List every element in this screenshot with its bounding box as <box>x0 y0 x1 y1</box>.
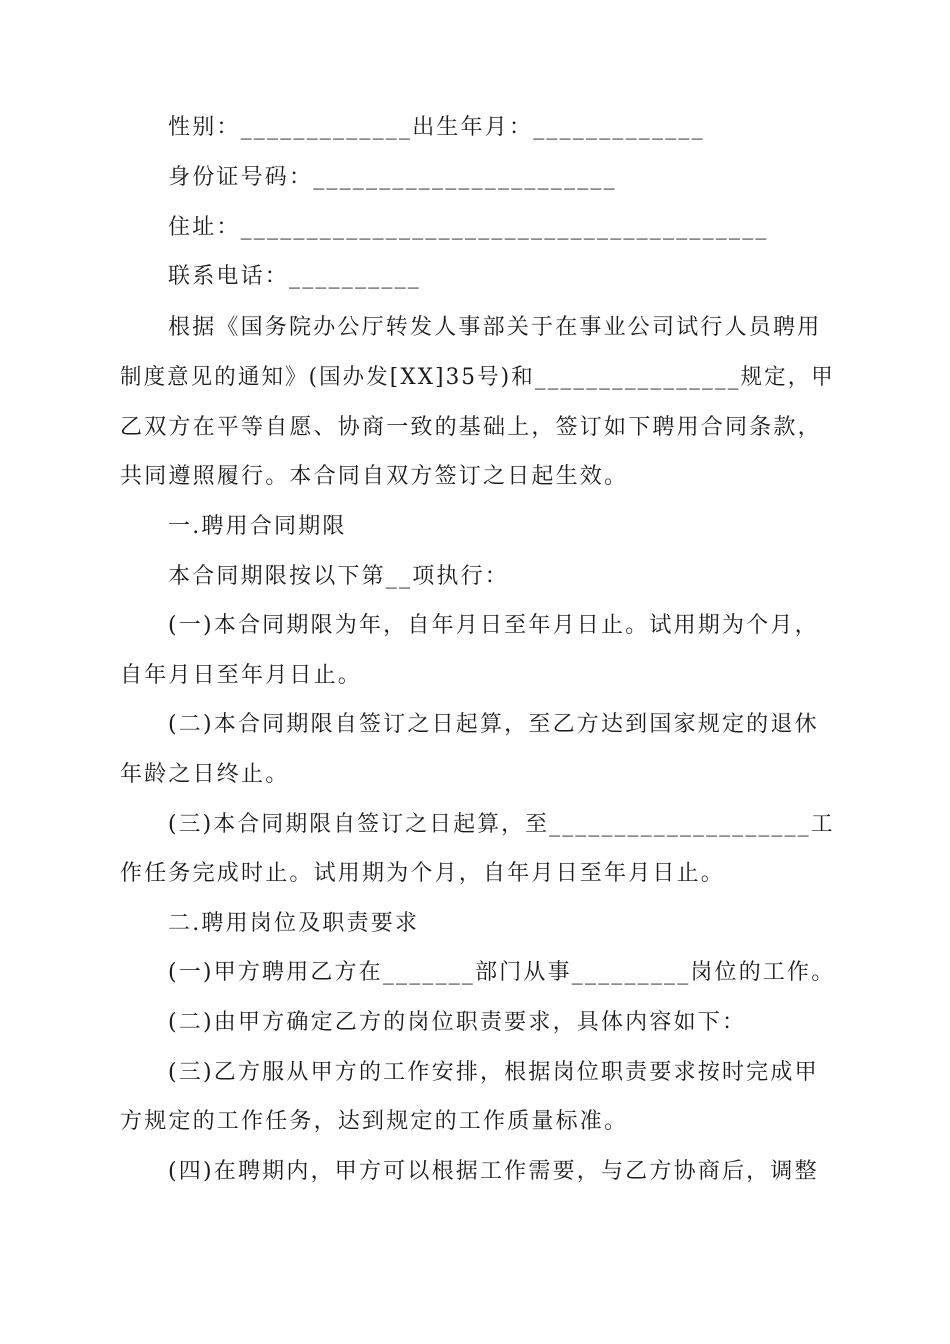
term-item-1-line-2: 自年月日至年月日止。 <box>120 663 363 688</box>
position-item-3-line-2: 方规定的工作任务，达到规定的工作质量标准。 <box>120 1109 629 1134</box>
section-heading-position: 二.聘用岗位及职责要求 <box>168 911 420 936</box>
term-item-1-line-1: (一)本合同期限为年，自年月日至年月日止。试用期为个月， <box>168 613 819 638</box>
gender-birth-line: 性别：_____________出生年月：_____________ <box>168 115 705 140</box>
preamble-line-2: 制度意见的通知》(国办发[XX]35号)和________________规定，甲 <box>120 365 835 390</box>
position-item-3-line-1: (三)乙方服从甲方的工作安排，根据岗位职责要求按时完成甲 <box>168 1060 819 1085</box>
preamble-line-4: 共同遵照履行。本合同自双方签订之日起生效。 <box>120 464 629 489</box>
term-item-3-line-1: (三)本合同期限自签订之日起算，至____________________工 <box>168 812 835 837</box>
position-item-1: (一)甲方聘用乙方在_______部门从事_________岗位的工作。 <box>168 960 836 985</box>
id-number-line: 身份证号码：_______________________ <box>168 165 617 190</box>
address-line: 住址：________________________________________ <box>168 215 769 240</box>
preamble-line-3: 乙双方在平等自愿、协商一致的基础上，签订如下聘用合同条款， <box>120 415 822 440</box>
preamble-line-1: 根据《国务院办公厅转发人事部关于在事业公司试行人员聘用 <box>168 315 822 340</box>
term-intro-line: 本合同期限按以下第__项执行： <box>168 564 510 589</box>
section-heading-term: 一.聘用合同期限 <box>168 514 347 539</box>
phone-line: 联系电话：__________ <box>168 264 422 289</box>
term-item-3-line-2: 作任务完成时止。试用期为个月，自年月日至年月日止。 <box>120 861 726 886</box>
position-item-4-line-1: (四)在聘期内，甲方可以根据工作需要，与乙方协商后，调整 <box>168 1159 819 1184</box>
term-item-2-line-2: 年龄之日终止。 <box>120 762 290 787</box>
term-item-2-line-1: (二)本合同期限自签订之日起算，至乙方达到国家规定的退休 <box>168 712 819 737</box>
position-item-2: (二)由甲方确定乙方的岗位职责要求，具体内容如下： <box>168 1010 747 1035</box>
